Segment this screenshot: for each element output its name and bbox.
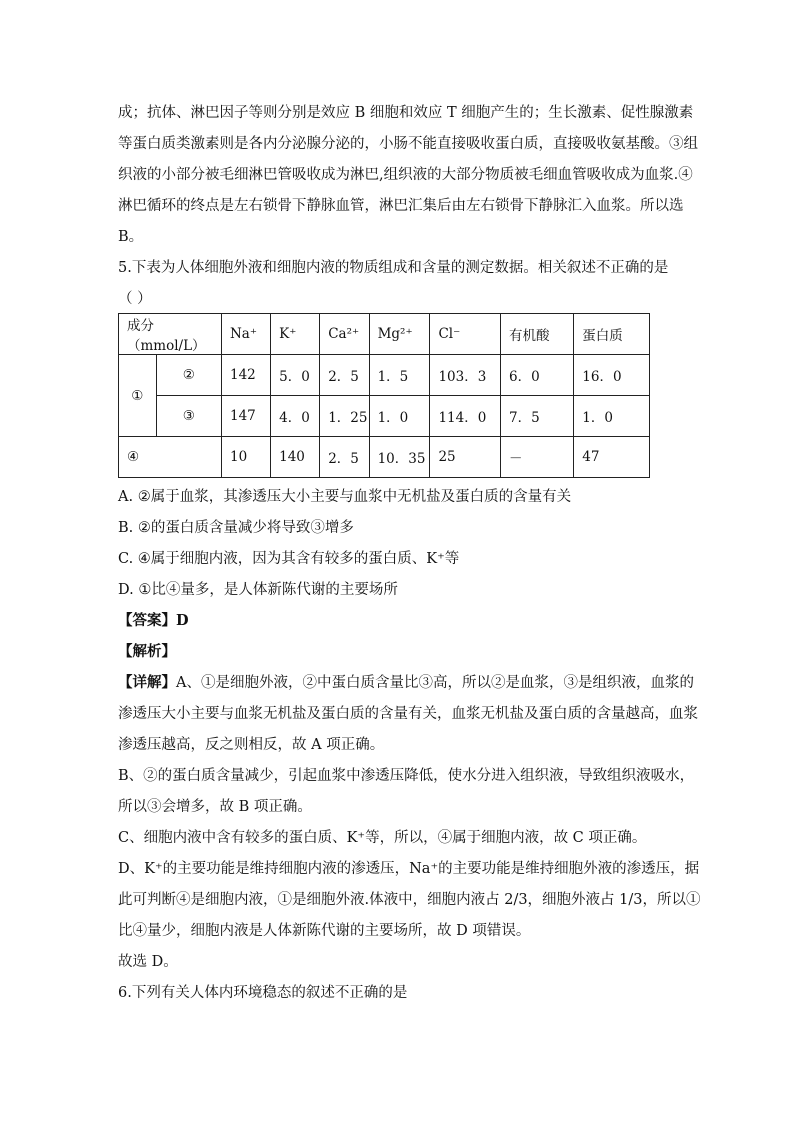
table-cell: 142 xyxy=(221,355,270,396)
table-header-cell: 蛋白质 xyxy=(574,314,650,355)
table-cell: － xyxy=(501,437,574,478)
table-cell: 10 xyxy=(221,437,270,478)
table-header-cell: Cl⁻ xyxy=(430,314,501,355)
table-header-cell: Mg²⁺ xyxy=(369,314,430,355)
question-5-stem: 5.下表为人体细胞外液和细胞内液的物质组成和含量的测定数据。相关叙述不正确的是 xyxy=(118,260,669,276)
intro-line: 织液的小部分被毛细淋巴管吸收成为淋巴,组织液的大部分物质被毛细血管吸收成为血浆.④ xyxy=(118,167,693,183)
table-cell: 1．0 xyxy=(574,396,650,437)
table-row-label: ③ xyxy=(156,396,221,437)
table-cell: 1．0 xyxy=(369,396,430,437)
option-a: A. ②属于血浆，其渗透压大小主要与血浆中无机盐及蛋白质的含量有关 xyxy=(118,489,572,505)
table-cell: 5．0 xyxy=(271,355,320,396)
table-header-cell: Ca²⁺ xyxy=(320,314,369,355)
table-cell: 103．3 xyxy=(430,355,501,396)
table-cell: 1．25 xyxy=(320,396,369,437)
detail-line: 此可判断④是细胞内液，①是细胞外液.体液中，细胞内液占 2/3，细胞外液占 1/3，所以① xyxy=(118,892,701,908)
detail-line: 渗透压越高，反之则相反，故 A 项正确。 xyxy=(118,737,385,753)
table-header-cell: 成分（mmol/L） xyxy=(119,314,222,355)
table-cell: 4．0 xyxy=(271,396,320,437)
option-c: C. ④属于细胞内液，因为其含有较多的蛋白质、K⁺等 xyxy=(118,551,460,567)
table-cell: 10．35 xyxy=(369,437,430,478)
table-header-cell: 有机酸 xyxy=(501,314,574,355)
detail-line: 比④量少，细胞内液是人体新陈代谢的主要场所，故 D 项错误。 xyxy=(118,923,531,939)
detail-line: 渗透压大小主要与血浆无机盐及蛋白质的含量有关，血浆无机盐及蛋白质的含量越高，血浆 xyxy=(118,706,698,722)
table-cell: 25 xyxy=(430,437,501,478)
composition-table xyxy=(118,313,650,478)
intro-line: 成；抗体、淋巴因子等则分别是效应 B 细胞和效应 T 细胞产生的；生长激素、促性腺激素 xyxy=(118,105,694,121)
table-cell: 2．5 xyxy=(320,355,369,396)
table-row xyxy=(119,437,650,478)
intro-line: 淋巴循环的终点是左右锁骨下静脉血管，淋巴汇集后由左右锁骨下静脉汇入血浆。所以选 xyxy=(118,198,684,214)
table-row-label: ④ xyxy=(119,437,222,478)
intro-line: B。 xyxy=(118,229,144,245)
option-b: B. ②的蛋白质含量减少将导致③增多 xyxy=(118,520,354,536)
detail-first-line xyxy=(118,673,694,693)
analysis-title: 【解析】 xyxy=(118,643,176,660)
detail-line: C、细胞内液中含有较多的蛋白质、K⁺等，所以，④属于细胞内液，故 C 项正确。 xyxy=(118,830,647,846)
question-5-paren: （ ） xyxy=(118,291,152,307)
answer: 【答案】D xyxy=(118,612,189,629)
table-cell: 1．5 xyxy=(369,355,430,396)
detail-line: D、K⁺的主要功能是维持细胞内液的渗透压，Na⁺的主要功能是维持细胞外液的渗透压，据 xyxy=(118,861,700,877)
question-6-stem: 6.下列有关人体内环境稳态的叙述不正确的是 xyxy=(118,985,408,1001)
table-cell: 47 xyxy=(574,437,650,478)
detail-label: 【详解】 xyxy=(118,674,176,691)
table-cell: 16．0 xyxy=(574,355,650,396)
table-row-label: ② xyxy=(156,355,221,396)
table-cell: 147 xyxy=(221,396,270,437)
table-cell: 7．5 xyxy=(501,396,574,437)
table-group-label: ① xyxy=(119,355,157,437)
table-row xyxy=(119,396,650,437)
table-cell: 114．0 xyxy=(430,396,501,437)
detail-line: 所以③会增多，故 B 项正确。 xyxy=(118,799,312,815)
table-cell: 2．5 xyxy=(320,437,369,478)
intro-line: 等蛋白质类激素则是各内分泌腺分泌的，小肠不能直接吸收蛋白质，直接吸收氨基酸。③组 xyxy=(118,136,698,152)
table-header-cell: K⁺ xyxy=(271,314,320,355)
table-cell: 6．0 xyxy=(501,355,574,396)
table-cell: 140 xyxy=(271,437,320,478)
detail-line: B、②的蛋白质含量减少，引起血浆中渗透压降低，使水分进入组织液，导致组织液吸水， xyxy=(118,768,695,784)
table-row xyxy=(119,355,650,396)
conclusion: 故选 D。 xyxy=(118,954,178,970)
option-d: D. ①比④量多，是人体新陈代谢的主要场所 xyxy=(118,582,398,598)
table-header-cell: Na⁺ xyxy=(221,314,270,355)
table-header-row xyxy=(119,314,650,355)
detail-text: A、①是细胞外液，②中蛋白质含量比③高，所以②是血浆，③是组织液，血浆的 xyxy=(176,675,694,691)
